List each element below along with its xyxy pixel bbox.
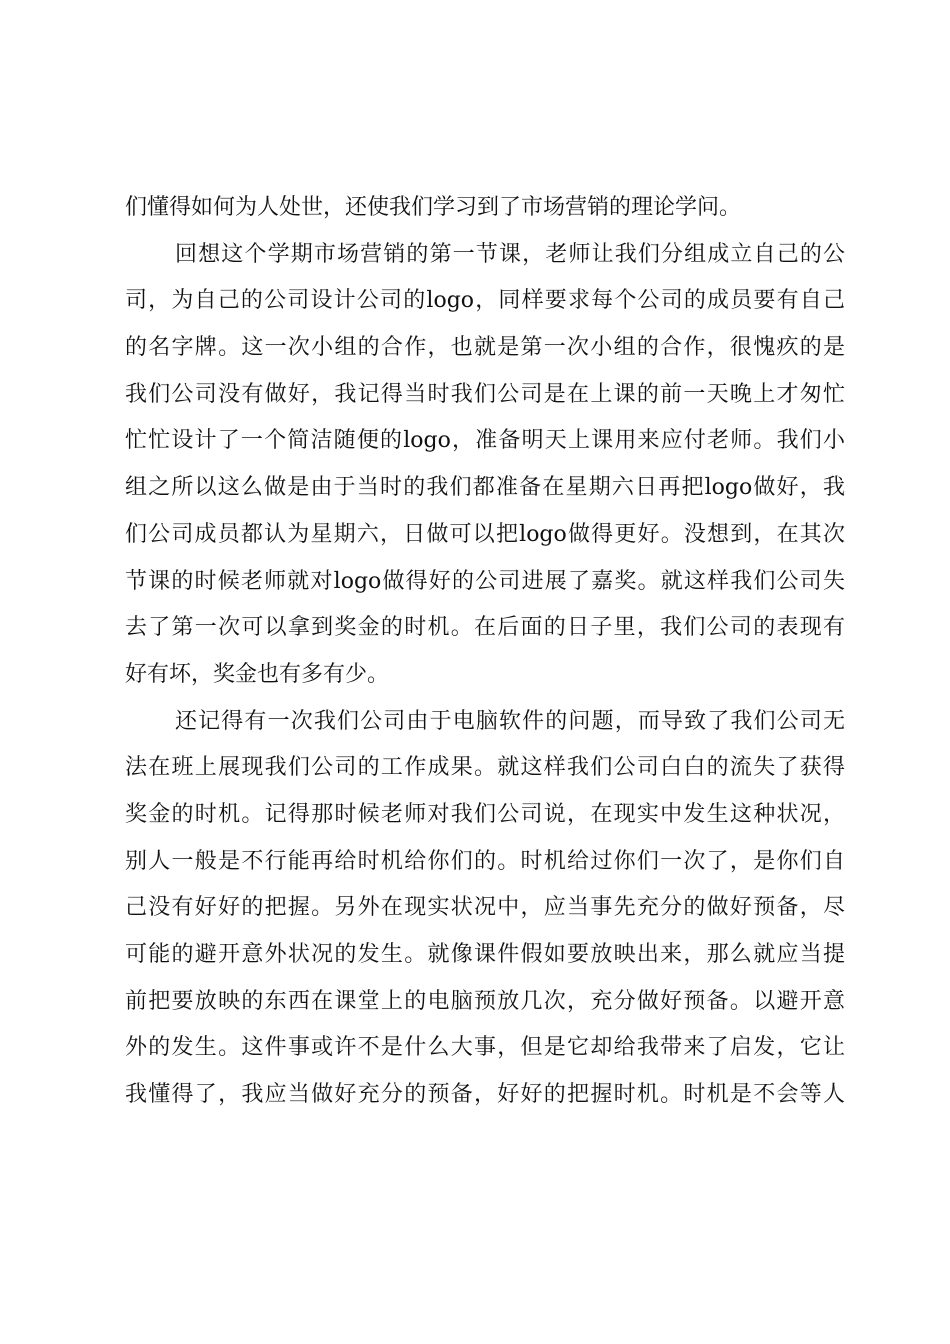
- text-line: 我懂得了，我应当做好充分的预备，好好的把握时机。时机是不会等人: [125, 1082, 845, 1108]
- paragraph-first-line: 回想这个学期市场营销的第一节课，老师让我们分组成立自己的公: [175, 241, 845, 267]
- text-line: 我们公司没有做好，我记得当时我们公司是在上课的前一天晚上才匆忙: [125, 381, 845, 407]
- text-line: 奖金的时机。记得那时候老师对我们公司说，在现实中发生这种状况，: [125, 801, 845, 827]
- body-text: [125, 185, 845, 1119]
- text-line: 节课的时候老师就对logo做得好的公司进展了嘉奖。就这样我们公司失: [125, 568, 845, 594]
- text-line: 组之所以这么做是由于当时的我们都准备在星期六日再把logo做好，我: [125, 475, 845, 501]
- paragraph-first-line: 还记得有一次我们公司由于电脑软件的问题，而导致了我们公司无: [175, 708, 845, 734]
- text-line: 去了第一次可以拿到奖金的时机。在后面的日子里，我们公司的表现有: [125, 615, 845, 641]
- text-line: 前把要放映的东西在课堂上的电脑预放几次，充分做好预备。以避开意: [125, 988, 845, 1014]
- text-line: 别人一般是不行能再给时机给你们的。时机给过你们一次了，是你们自: [125, 848, 845, 874]
- text-line: 司，为自己的公司设计公司的logo，同样要求每个公司的成员要有自己: [125, 288, 845, 314]
- text-line: 可能的避开意外状况的发生。就像课件假如要放映出来，那么就应当提: [125, 942, 845, 967]
- paragraph-last-line: 好有坏，奖金也有多有少。: [125, 661, 390, 687]
- text-line: 法在班上展现我们公司的工作成果。就这样我们公司白白的流失了获得: [125, 755, 845, 781]
- text-line: 们公司成员都认为星期六，日做可以把logo做得更好。没想到，在其次: [125, 521, 845, 547]
- text-line: 己没有好好的把握。另外在现实状况中，应当事先充分的做好预备，尽: [125, 895, 845, 921]
- text-line: 外的发生。这件事或许不是什么大事，但是它却给我带来了启发，它让: [125, 1035, 845, 1061]
- text-line: 忙忙设计了一个简洁随便的logo，准备明天上课用来应付老师。我们小: [125, 428, 845, 454]
- text-line: 们懂得如何为人处世，还使我们学习到了市场营销的理论学问。: [125, 195, 742, 220]
- text-line: 的名字牌。这一次小组的合作，也就是第一次小组的合作，很愧疚的是: [125, 335, 845, 361]
